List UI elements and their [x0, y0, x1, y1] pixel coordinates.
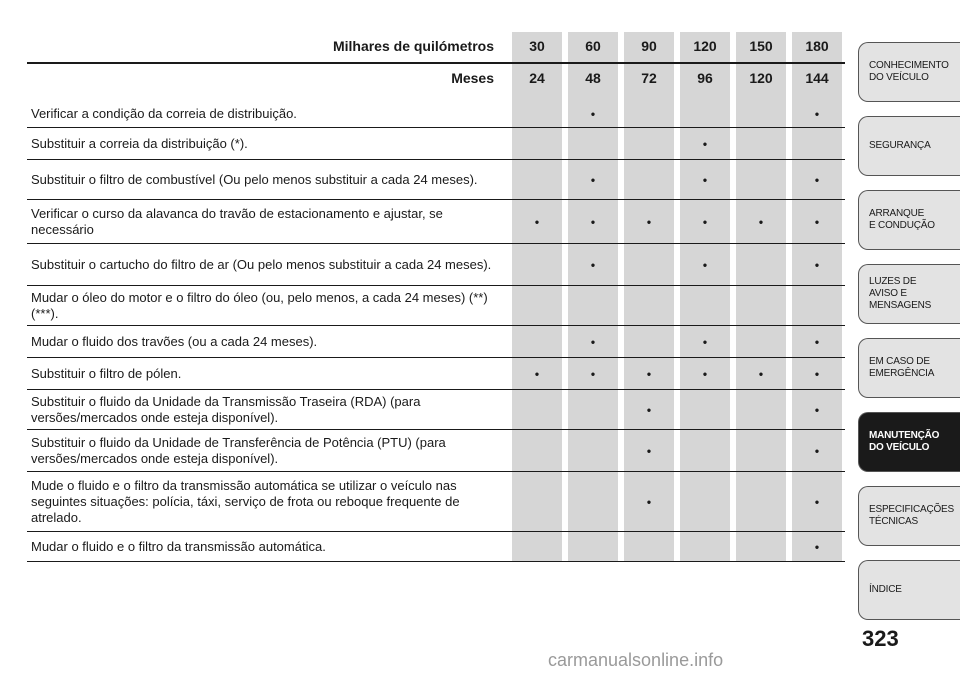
sidebar-tab[interactable] — [858, 486, 960, 546]
bullet-mark: • — [590, 214, 596, 229]
table-row — [27, 326, 845, 358]
sidebar-tab[interactable] — [858, 116, 960, 176]
bullet-mark: • — [590, 257, 596, 272]
months-value: 144 — [805, 70, 829, 86]
bullet-mark: • — [702, 257, 708, 272]
km-value: 90 — [641, 38, 657, 54]
bullet-mark: • — [590, 172, 596, 187]
sidebar-tab-label: ÍNDICE — [869, 584, 902, 595]
bullet-mark: • — [814, 366, 820, 381]
bullet-mark: • — [702, 334, 708, 349]
bullet-mark: • — [814, 443, 820, 458]
row-text: Verificar a condição da correia de distribuição. — [31, 105, 297, 121]
row-text: Substituir o fluido da Unidade da Transmissão Traseira (RDA) (para versões/mercados onde esteja disponível). — [31, 393, 421, 425]
sidebar-tab[interactable] — [858, 42, 960, 102]
sidebar-tab[interactable] — [858, 560, 960, 620]
sidebar-tab-label: CONHECIMENTO DO VEÍCULO — [869, 60, 949, 83]
row-text: Mude o fluido e o filtro da transmissão automática se utilizar o veículo nas seguintes situações: polícia, táxi, serviço de frota ou reboque frequente de atrelado. — [31, 477, 460, 525]
row-text: Substituir o fluido da Unidade de Transferência de Potência (PTU) (para versões/mercados onde esteja disponível). — [31, 434, 446, 466]
bullet-mark: • — [814, 539, 820, 554]
sidebar-tab[interactable] — [858, 412, 960, 472]
row-text: Substituir o filtro de pólen. — [31, 365, 182, 381]
bullet-mark: • — [646, 214, 652, 229]
km-value: 120 — [693, 38, 717, 54]
sidebar-tab-label: EM CASO DE EMERGÊNCIA — [869, 356, 935, 379]
table-row — [27, 100, 845, 128]
table-row — [27, 390, 845, 430]
bullet-mark: • — [758, 214, 764, 229]
watermark: carmanualsonline.info — [548, 650, 724, 670]
km-value: 150 — [749, 38, 773, 54]
sidebar-tab-label: MANUTENÇÃO DO VEÍCULO — [869, 430, 940, 453]
months-header-label: Meses — [451, 70, 494, 86]
page-number: 323 — [862, 626, 899, 651]
table-row — [27, 160, 845, 200]
bullet-mark: • — [814, 494, 820, 509]
bullet-mark: • — [646, 494, 652, 509]
table-row — [27, 244, 845, 286]
km-header-label: Milhares de quilómetros — [332, 38, 494, 54]
row-text: Verificar o curso da alavanca do travão de estacionamento e ajustar, se necessário — [31, 205, 443, 237]
months-value: 96 — [697, 70, 713, 86]
table-row — [27, 358, 845, 390]
bullet-mark: • — [702, 366, 708, 381]
header-divider — [27, 62, 845, 64]
bullet-mark: • — [702, 172, 708, 187]
bullet-mark: • — [814, 172, 820, 187]
sidebar-tab-label: ARRANQUE E CONDUÇÃO — [869, 208, 935, 231]
row-text: Mudar o fluido dos travões (ou a cada 24 meses). — [31, 333, 318, 349]
row-text: Substituir o cartucho do filtro de ar (Ou pelo menos substituir a cada 24 meses). — [31, 256, 492, 272]
months-value: 72 — [641, 70, 657, 86]
bullet-mark: • — [758, 366, 764, 381]
table-row — [27, 200, 845, 244]
sidebar-tab-label: SEGURANÇA — [869, 140, 931, 151]
bullet-mark: • — [646, 443, 652, 458]
row-text: Mudar o óleo do motor e o filtro do óleo (ou, pelo menos, a cada 24 meses) (**) (***). — [31, 289, 488, 321]
table-row — [27, 430, 845, 472]
row-text: Substituir o filtro de combustível (Ou pelo menos substituir a cada 24 meses). — [31, 171, 478, 187]
sidebar-tab-label: ESPECIFICAÇÕES TÉCNICAS — [869, 504, 954, 527]
months-value: 120 — [749, 70, 773, 86]
table-row — [27, 286, 845, 326]
bullet-mark: • — [814, 334, 820, 349]
table-row — [27, 532, 845, 562]
row-text: Substituir a correia da distribuição (*). — [31, 135, 248, 151]
sidebar-tab[interactable] — [858, 190, 960, 250]
row-text: Mudar o fluido e o filtro da transmissão automática. — [31, 538, 326, 554]
months-value: 24 — [529, 70, 545, 86]
km-value: 180 — [805, 38, 829, 54]
table-row — [27, 128, 845, 160]
bullet-mark: • — [590, 334, 596, 349]
km-value: 60 — [585, 38, 601, 54]
bullet-mark: • — [702, 136, 708, 151]
bullet-mark: • — [590, 106, 596, 121]
sidebar-tab-label: LUZES DE AVISO E MENSAGENS — [869, 276, 932, 311]
bullet-mark: • — [646, 402, 652, 417]
bullet-mark: • — [814, 257, 820, 272]
bullet-mark: • — [814, 106, 820, 121]
bullet-mark: • — [814, 402, 820, 417]
bullet-mark: • — [590, 366, 596, 381]
km-value: 30 — [529, 38, 545, 54]
bullet-mark: • — [814, 214, 820, 229]
bullet-mark: • — [646, 366, 652, 381]
bullet-mark: • — [702, 214, 708, 229]
sidebar-tab[interactable] — [858, 338, 960, 398]
bullet-mark: • — [534, 214, 540, 229]
bullet-mark: • — [534, 366, 540, 381]
table-row — [27, 472, 845, 532]
months-value: 48 — [585, 70, 601, 86]
sidebar-tab[interactable] — [858, 264, 960, 324]
